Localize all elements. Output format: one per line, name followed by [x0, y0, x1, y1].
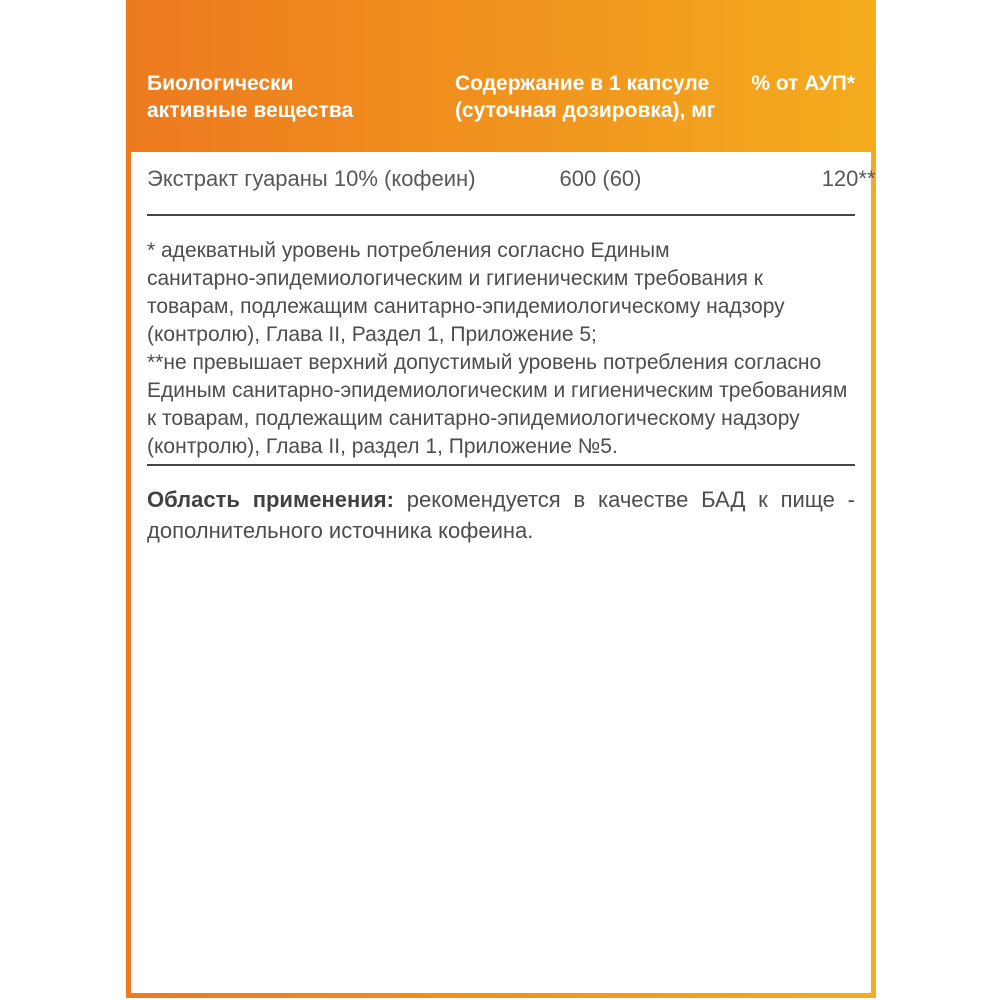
header-col-content-line2: (суточная дозировка), мг	[455, 99, 716, 122]
cell-percent: 120**	[821, 166, 876, 191]
label-card	[126, 0, 876, 998]
footnote2-line: Единым санитарно-эпидемиологическим и гигиеническим требованиям	[147, 379, 848, 402]
divider-bottom	[147, 464, 855, 466]
header-col-percent-label: % от АУП*	[751, 72, 855, 95]
footnote2-line: к товарам, подлежащим санитарно-эпидемиологическому надзору	[147, 407, 800, 430]
footnote1-line: товарам, подлежащим санитарно-эпидемиологическому надзору	[147, 295, 785, 318]
header-col-substances-line2: активные вещества	[147, 99, 354, 122]
table-row	[147, 165, 876, 192]
table-body	[131, 152, 876, 993]
application-line2: дополнительного источника кофеина.	[147, 518, 534, 543]
cell-substance: Экстракт гуараны 10% (кофеин)	[147, 166, 476, 191]
cell-content: 600 (60)	[559, 166, 642, 191]
application-label: Область применения:	[147, 487, 394, 512]
footnote2-line: (контролю), Глава II, раздел 1, Приложение №5.	[147, 435, 618, 458]
footnotes-block	[147, 237, 855, 461]
footnote1-line: (контролю), Глава II, Раздел 1, Приложение 5;	[147, 323, 597, 346]
footnote1-line: санитарно-эпидемиологическим и гигиеническим требования к	[147, 267, 763, 290]
footnote1-line: * адекватный уровень потребления согласно Единым	[147, 239, 670, 262]
header-col-percent	[705, 70, 855, 152]
footnote2-line: **не превышает верхний допустимый уровень потребления согласно	[147, 351, 822, 374]
header-col-content	[455, 70, 716, 152]
divider-top	[147, 214, 855, 216]
header-col-substances	[147, 70, 455, 152]
header-col-substances-line1: Биологически	[147, 72, 294, 95]
application-section	[147, 484, 855, 546]
table-header	[126, 0, 876, 152]
header-col-content-line1: Содержание в 1 капсуле	[455, 72, 710, 95]
application-line1	[147, 484, 855, 515]
application-text: рекомендуется в качестве БАД к пище -	[406, 487, 855, 512]
